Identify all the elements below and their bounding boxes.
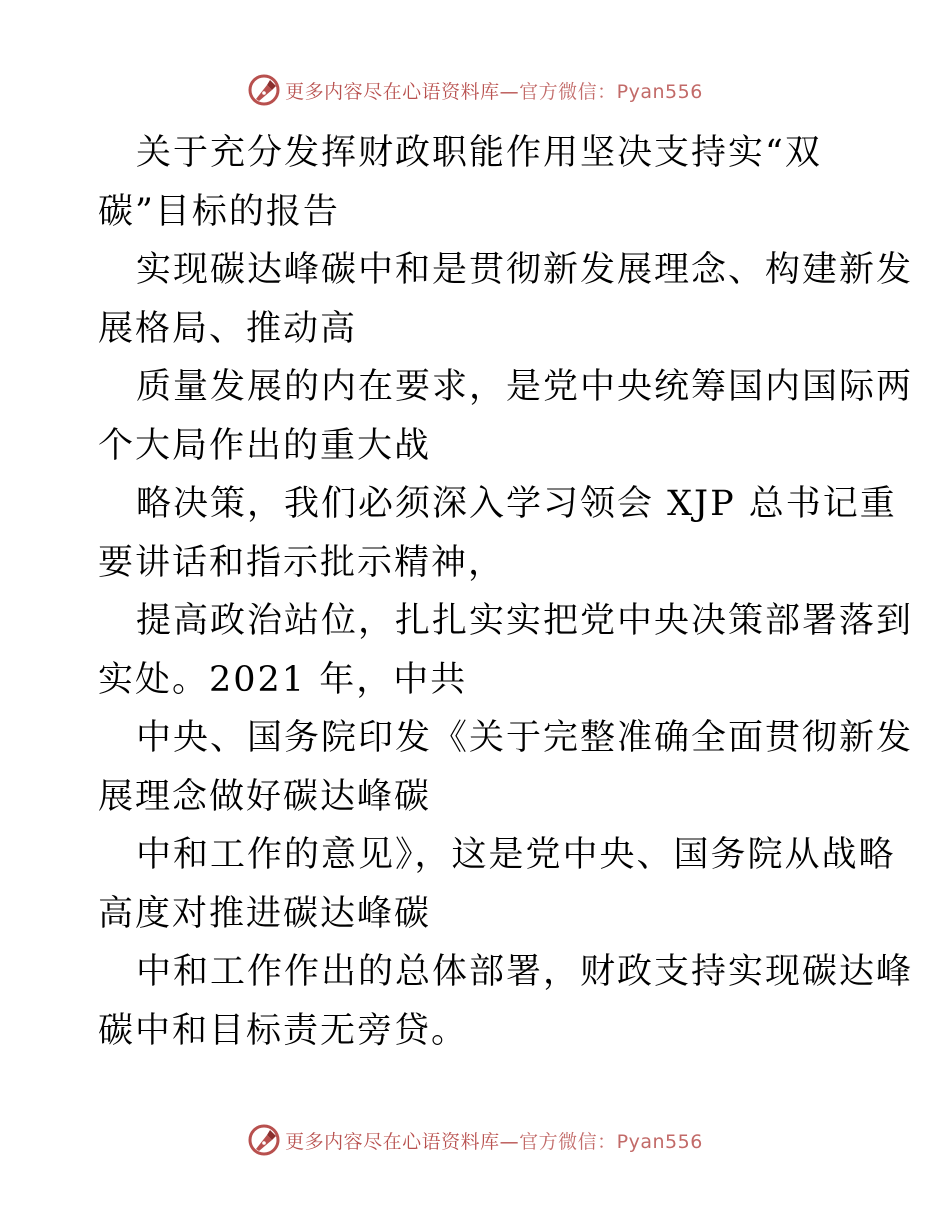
watermark-contact: 官方微信：Pyan556 (519, 1130, 703, 1153)
text-line: 个大局作出的重大战 (98, 425, 432, 466)
text-line: 实现碳达峰碳中和是贯彻新发展理念、构建新发 (136, 250, 914, 290)
text-line: 要讲话和指示批示精神， (98, 542, 506, 583)
watermark-text (285, 1127, 703, 1154)
text-line: 展格局、推动高 (98, 308, 358, 349)
text-line: 碳中和目标责无旁贷。 (98, 1010, 469, 1051)
text-line: 中和工作的意见》，这是党中央、国务院从战略 (136, 835, 896, 875)
text-line: 展理念做好碳达峰碳 (98, 776, 432, 817)
text-line: 略决策，我们必须深入学习领会 XJP 总书记重 (136, 484, 897, 524)
text-line: 高度对推进碳达峰碳 (98, 893, 432, 934)
text-line: 中和工作作出的总体部署，财政支持实现碳达峰 (136, 952, 914, 992)
text-line: 碳”目标的报告 (98, 191, 340, 232)
header-watermark (0, 70, 950, 110)
document-body (98, 124, 914, 1060)
watermark-main: 更多内容尽在心语资料库— (285, 80, 520, 103)
watermark-text (285, 77, 703, 104)
pen-nib-logo-icon (247, 73, 281, 107)
text-line: 实处。2021 年，中共 (98, 659, 468, 700)
text-line: 质量发展的内在要求，是党中央统筹国内国际两 (136, 367, 914, 407)
text-line: 中央、国务院印发《关于完整准确全面贯彻新发 (136, 718, 914, 758)
text-line: 提高政治站位，扎扎实实把党中央决策部署落到 (136, 601, 914, 641)
footer-watermark (0, 1120, 950, 1160)
watermark-main: 更多内容尽在心语资料库— (285, 1130, 520, 1153)
pen-nib-logo-icon (247, 1123, 281, 1157)
text-line: 关于充分发挥财政职能作用坚决支持实“双 (136, 133, 822, 173)
watermark-contact: 官方微信：Pyan556 (519, 80, 703, 103)
